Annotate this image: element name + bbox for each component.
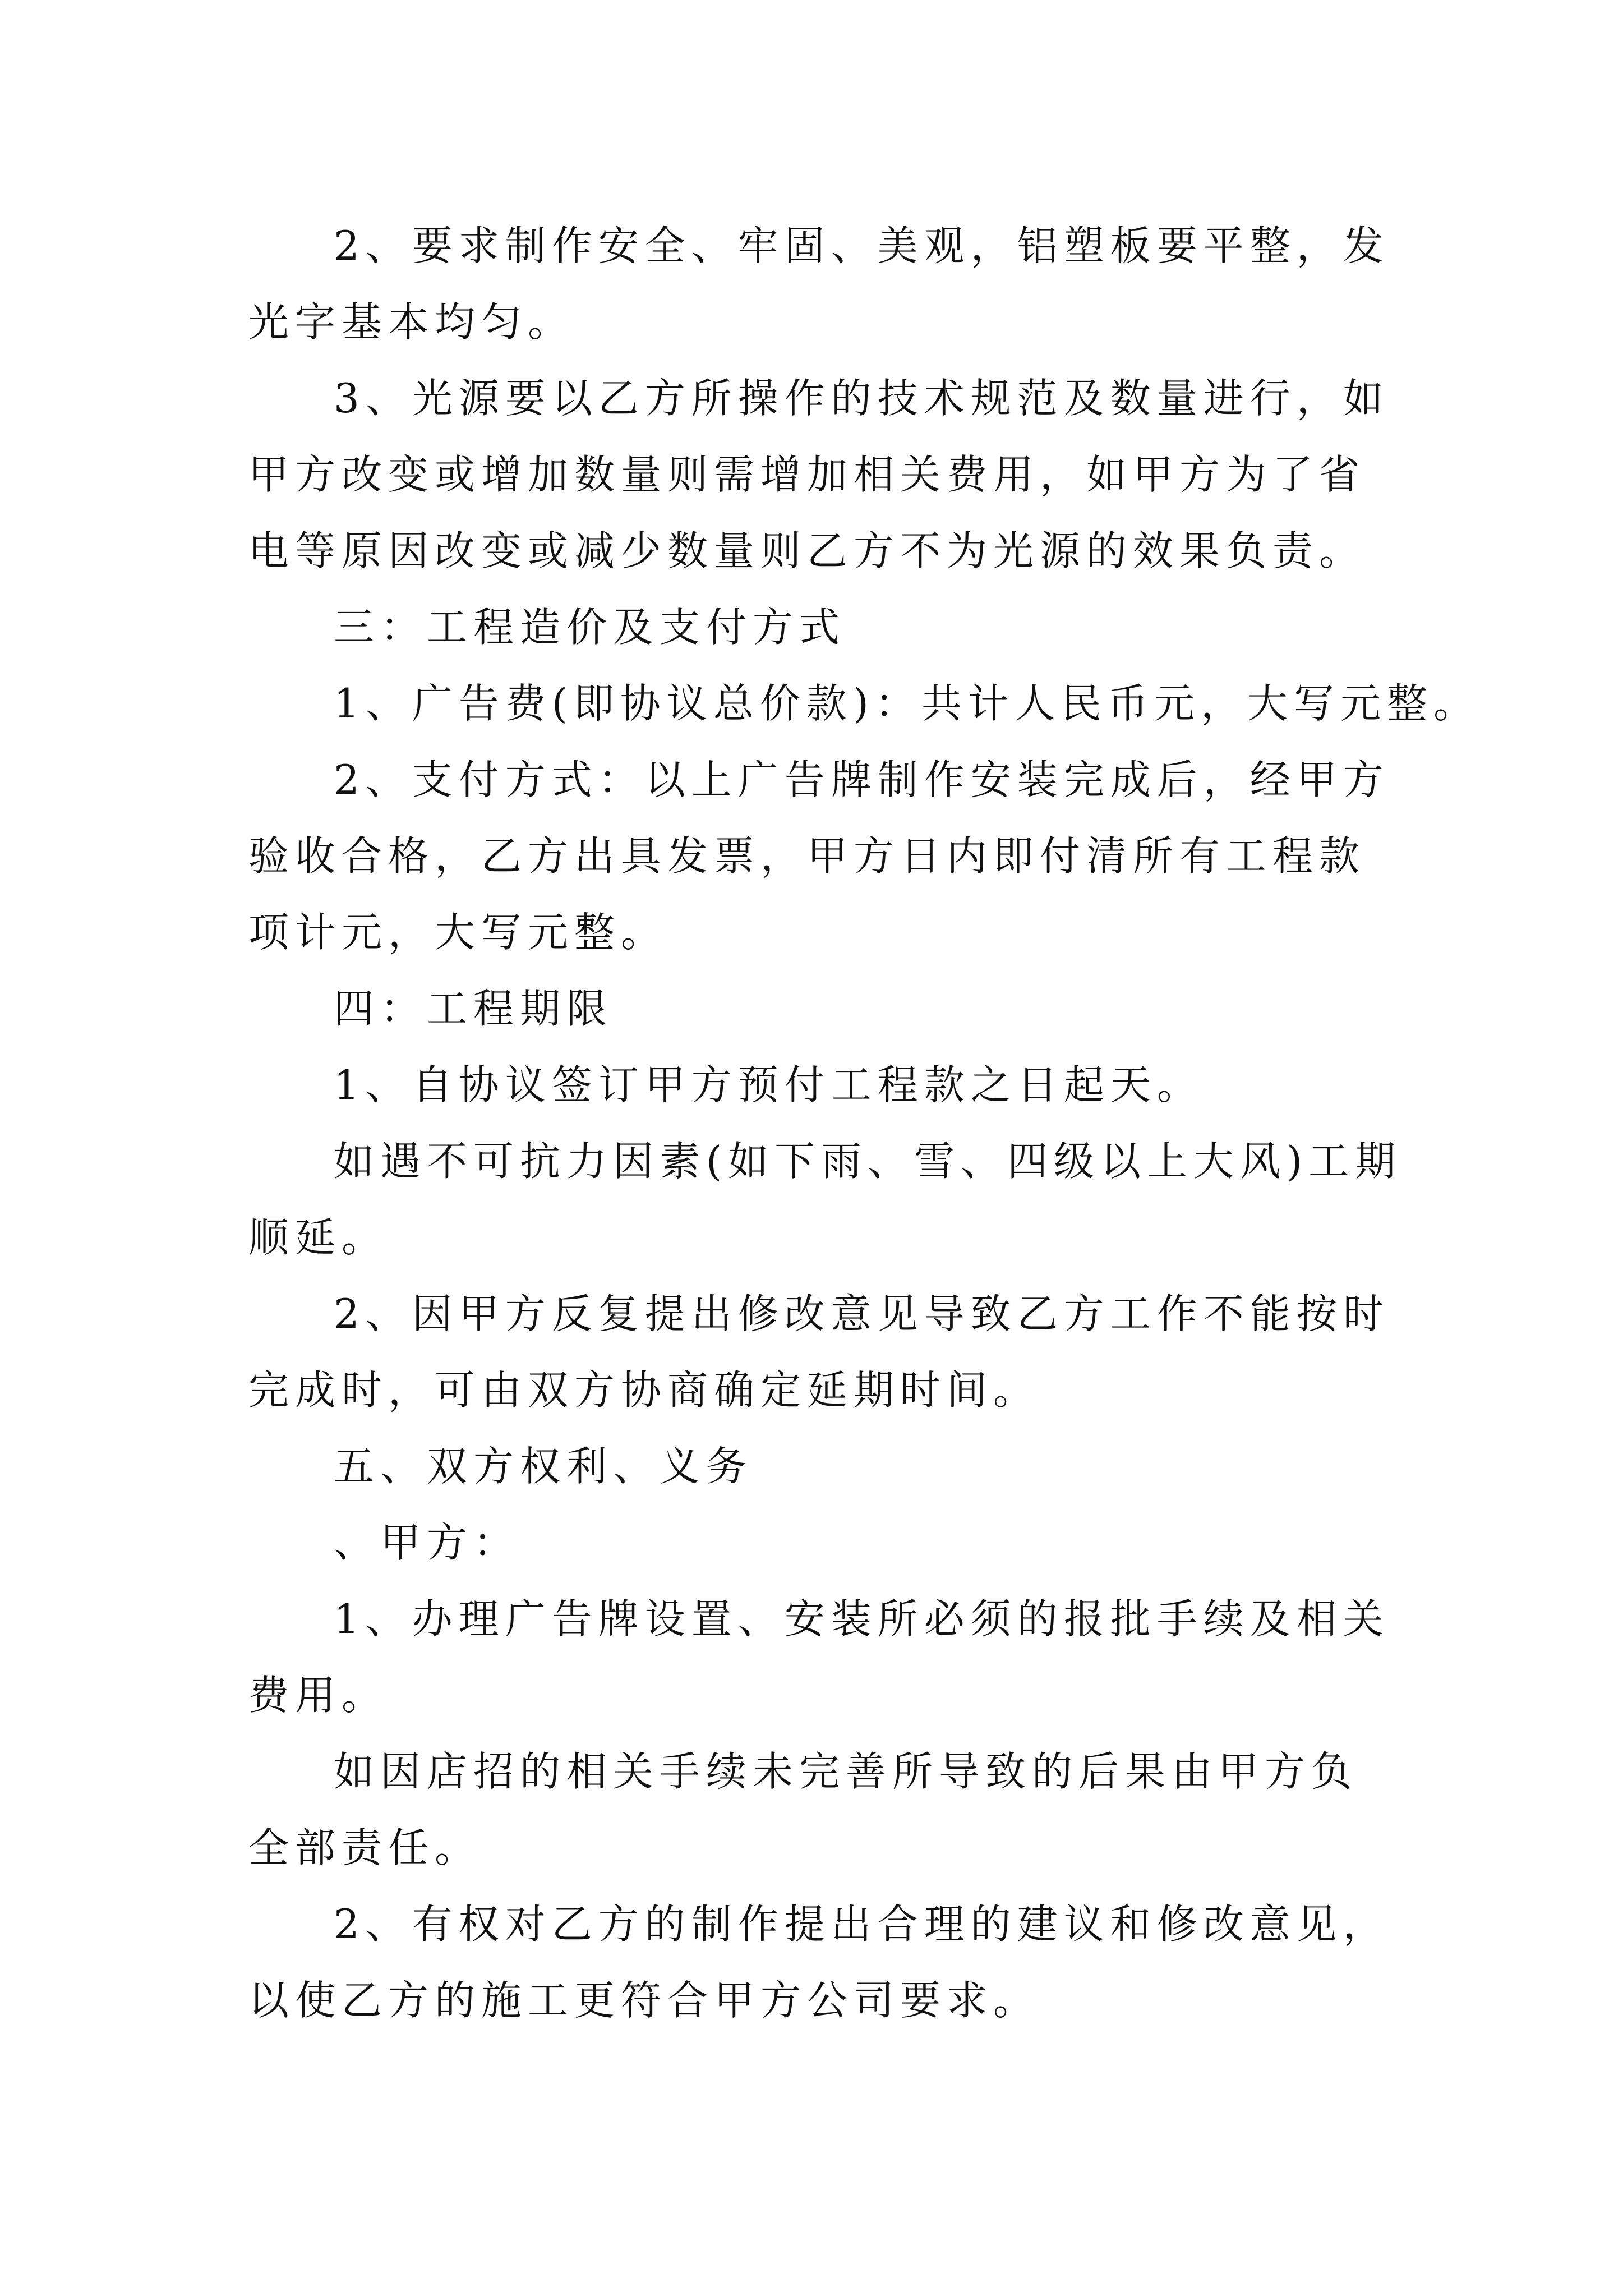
paragraph-start-date: 1、自协议签订甲方预付工程款之日起天。 — [334, 1061, 1204, 1108]
document-body — [248, 208, 1480, 2039]
paragraph-party-a-responsibility: 如因店招的相关手续未完善所导致的后果由甲方负全部责任。 — [248, 1748, 1358, 1871]
section-heading-price-payment: 三：工程造价及支付方式 — [334, 604, 846, 651]
subheading-party-a: 、甲方： — [334, 1519, 520, 1566]
paragraph-requirements-quality: 2、要求制作安全、牢固、美观，铝塑板要平整，发光字基本均匀。 — [248, 222, 1390, 346]
paragraph-light-source: 3、光源要以乙方所操作的技术规范及数量进行，如甲方改变或增加数量则需增加相关费用，如甲方为了省电等原因改变或减少数量则乙方不为光源的效果负责。 — [248, 375, 1390, 574]
section-heading-project-period: 四：工程期限 — [334, 985, 614, 1032]
paragraph-approval-procedures: 1、办理广告牌设置、安装所必须的报批手续及相关费用。 — [248, 1595, 1390, 1719]
section-heading-rights-obligations: 五、双方权利、义务 — [334, 1443, 753, 1490]
paragraph-payment-method: 2、支付方式：以上广告牌制作安装完成后，经甲方验收合格，乙方出具发票，甲方日内即付清所有工程款项计元，大写元整。 — [248, 756, 1390, 956]
paragraph-delay-negotiation: 2、因甲方反复提出修改意见导致乙方工作不能按时完成时，可由双方协商确定延期时间。 — [248, 1290, 1390, 1414]
paragraph-modification-suggestions: 2、有权对乙方的制作提出合理的建议和修改意见，以使乙方的施工更符合甲方公司要求。 — [248, 1901, 1390, 2024]
paragraph-ad-fee: 1、广告费(即协议总价款)：共计人民币元，大写元整。 — [334, 680, 1480, 727]
paragraph-force-majeure: 如遇不可抗力因素(如下雨、雪、四级以上大风)工期顺延。 — [248, 1138, 1402, 1261]
